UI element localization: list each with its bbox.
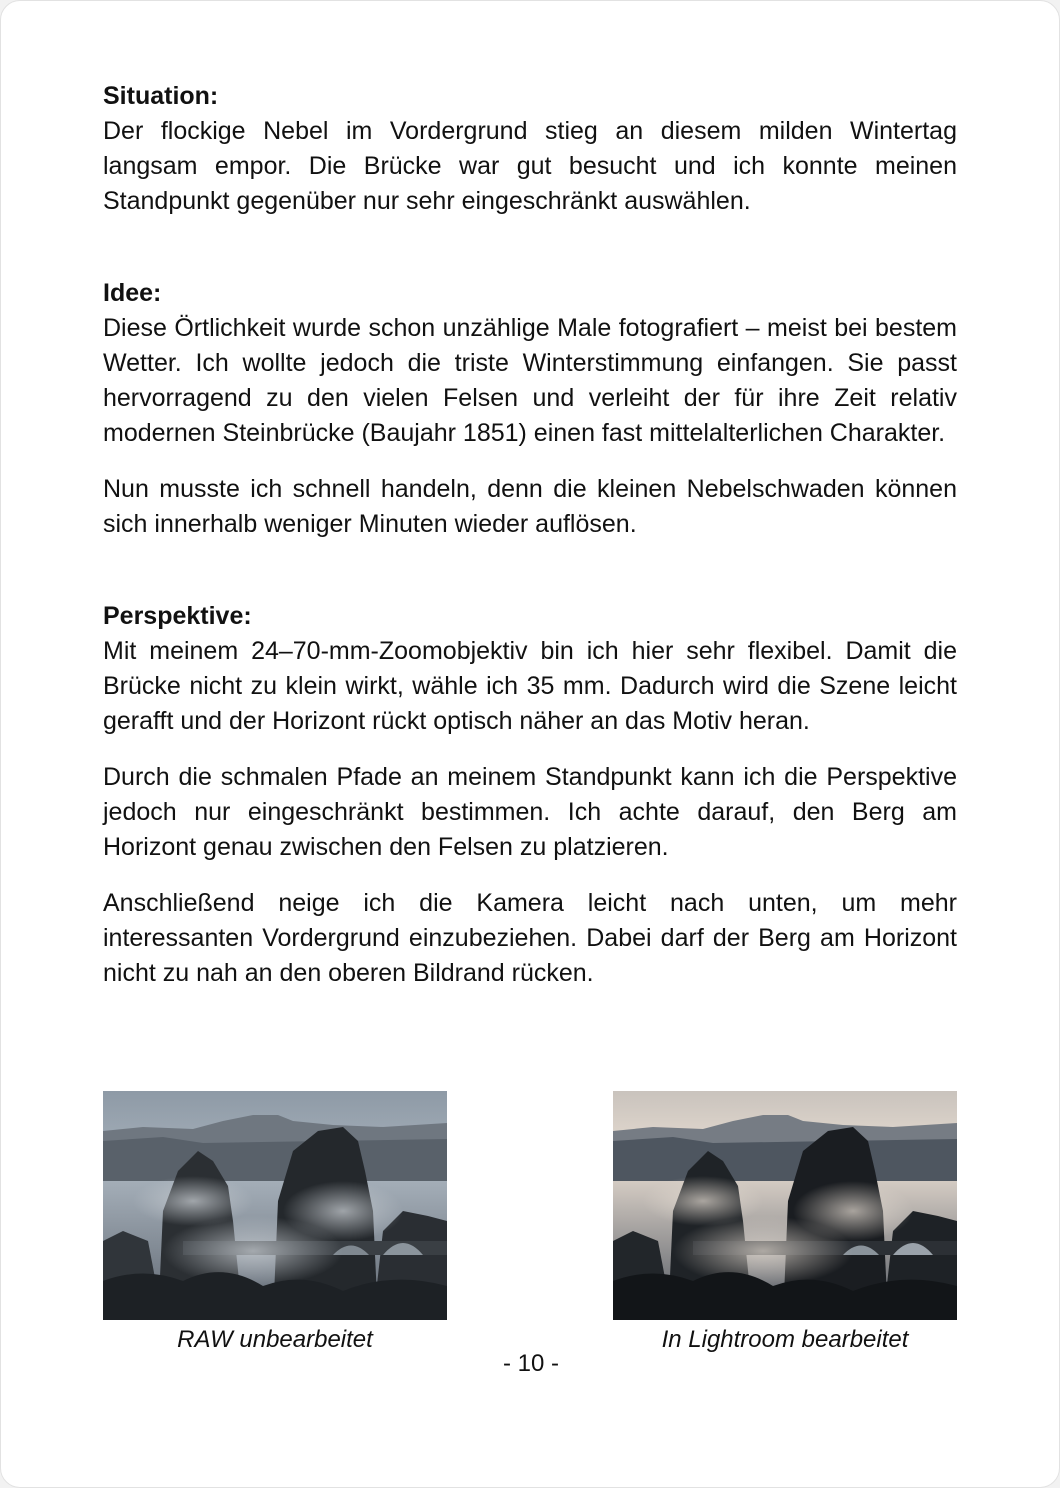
paragraph: Diese Örtlichkeit wurde schon unzählige Male fotografiert – meist bei bestem Wetter. Ich wollte jedoch die triste Winterstimmung einfangen. Sie passt hervorragend zu den vielen Felsen und verleiht der für ihre Zeit relativ modernen Steinbrücke (Baujahr 1851) einen fast mittelalterlichen Charakter. [103,314,957,447]
caption-raw: RAW unbearbeitet [177,1326,373,1353]
caption-lightroom: In Lightroom bearbeitet [661,1326,909,1353]
figure-raw [103,1091,447,1355]
section-situation [103,79,957,219]
paragraph: Durch die schmalen Pfade an meinem Standpunkt kann ich die Perspektive jedoch nur eingeschränkt bestimmen. Ich achte darauf, den Berg am Horizont genau zwischen den Felsen zu platzieren. [103,763,957,861]
text-body [103,79,957,991]
section-heading-perspektive: Perspektive: [103,602,252,630]
paragraph: Mit meinem 24–70-mm-Zoomobjektiv bin ich hier sehr flexibel. Damit die Brücke nicht zu klein wirkt, wähle ich 35 mm. Dadurch wird die Szene leicht gerafft und der Horizont rückt optisch näher an das Motiv heran. [103,637,957,735]
section-heading-idee: Idee: [103,279,162,307]
paragraph: Nun musste ich schnell handeln, denn die kleinen Nebelschwaden können sich innerhalb weniger Minuten wieder auflösen. [103,475,957,538]
photo-lightroom [613,1091,957,1320]
paragraph: Anschließend neige ich die Kamera leicht nach unten, um mehr interessanten Vordergrund einzubeziehen. Dabei darf der Berg am Horizont nicht zu nah an den oberen Bildrand rücken. [103,889,957,987]
photo-raw [103,1091,447,1320]
paragraph: Der flockige Nebel im Vordergrund stieg an diesem milden Wintertag langsam empor. Die Brücke war gut besucht und ich konnte meinen Standpunkt gegenüber nur sehr eingeschränkt auswählen. [103,117,957,215]
section-perspektive [103,599,957,991]
section-heading-situation: Situation: [103,82,219,110]
page-number: - 10 - [502,1350,559,1377]
figure-lightroom [613,1091,957,1355]
section-idee [103,276,957,542]
